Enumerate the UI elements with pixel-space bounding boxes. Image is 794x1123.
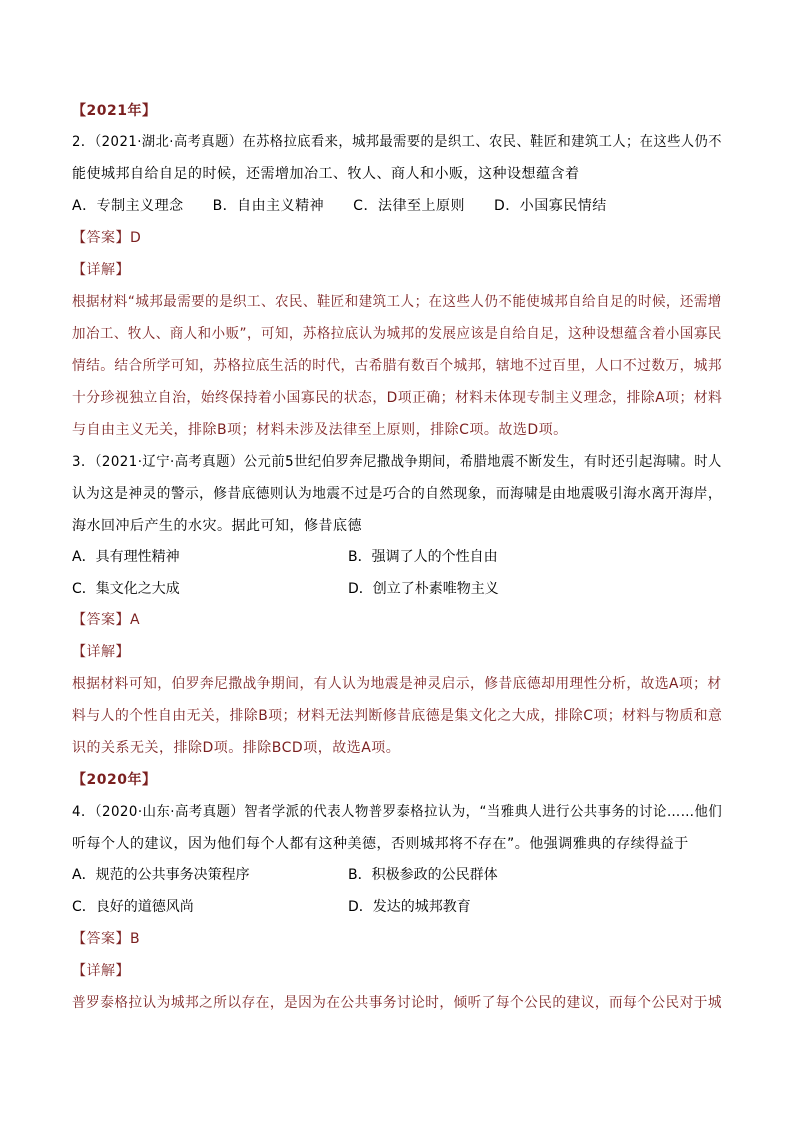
- question-4-option-d: D．发达的城邦教育: [348, 899, 471, 915]
- question-3-option-a: A．具有理性精神: [72, 549, 180, 565]
- section-heading-2021: 【2021年】: [72, 103, 157, 119]
- question-4-option-a: A．规范的公共事务决策程序: [72, 867, 250, 883]
- question-2-detail-line: 情结。结合所学可知，苏格拉底生活的时代，古希腊有数百个城邦，辖地不过百里，人口不过数万，城邦: [72, 358, 722, 374]
- question-2-detail-line: 根据材料“城邦最需要的是织工、农民、鞋匠和建筑工人；在这些人仍不能使城邦自给自足的时候，还需增: [72, 294, 722, 310]
- question-4-option-b: B．积极参政的公民群体: [348, 867, 498, 883]
- question-3-stem-line-3: 海水回冲后产生的水灾。据此可知，修昔底德: [72, 518, 362, 534]
- question-3-answer: 【答案】A: [72, 612, 141, 628]
- question-4-option-c: C．良好的道德风尚: [72, 899, 194, 915]
- question-2-detail-label: 【详解】: [72, 262, 130, 278]
- question-3-stem-line-1: 3．（2021·辽宁·高考真题）公元前5世纪伯罗奔尼撒战争期间，希腊地震不断发生，有时还引起海啸。时人: [72, 454, 722, 470]
- question-4-stem-line-2: 听每个人的建议，因为他们每个人都有这种美德，否则城邦将不存在”。他强调雅典的存续得益于: [72, 836, 689, 852]
- question-2-detail-line: 与自由主义无关，排除B项；材料未涉及法律至上原则，排除C项。故选D项。: [72, 422, 568, 438]
- question-2-stem-line-2: 能使城邦自给自足的时候，还需增加冶工、牧人、商人和小贩，这种设想蕴含着: [72, 166, 580, 182]
- question-4-stem-line-1: 4．（2020·山东·高考真题）智者学派的代表人物普罗泰格拉认为，“当雅典人进行公共事务的讨论……他们: [72, 804, 723, 820]
- question-4-answer: 【答案】B: [72, 931, 141, 947]
- question-3-detail-line: 识的关系无关，排除D项。排除BCD项，故选A项。: [72, 740, 401, 756]
- question-3-option-b: B．强调了人的个性自由: [348, 549, 498, 565]
- section-heading-2020: 【2020年】: [72, 772, 157, 788]
- question-2-options: A．专制主义理念 B．自由主义精神 C．法律至上原则 D．小国寡民情结: [72, 198, 607, 214]
- question-3-detail-line: 根据材料可知，伯罗奔尼撒战争期间，有人认为地震是神灵启示，修昔底德却用理性分析，故选A项；材: [72, 676, 722, 692]
- question-3-option-d: D．创立了朴素唯物主义: [348, 581, 499, 597]
- question-2-answer: 【答案】D: [72, 230, 142, 246]
- question-2-detail-line: 十分珍视独立自治，始终保持着小国寡民的状态，D项正确；材料未体现专制主义理念，排除A项；材料: [72, 390, 723, 406]
- question-3-detail-line: 料与人的个性自由无关，排除B项；材料无法判断修昔底德是集文化之大成，排除C项；材料与物质和意: [72, 708, 723, 724]
- question-4-detail-label: 【详解】: [72, 963, 130, 979]
- question-3-detail-label: 【详解】: [72, 644, 130, 660]
- question-2-detail-line: 加冶工、牧人、商人和小贩”，可知，苏格拉底认为城邦的发展应该是自给自足，这种设想蕴含着小国寡民: [72, 326, 722, 342]
- question-3-option-c: C．集文化之大成: [72, 581, 180, 597]
- question-4-detail-line: 普罗泰格拉认为城邦之所以存在，是因为在公共事务讨论时，倾听了每个公民的建议，而每个公民对于城: [72, 995, 722, 1011]
- question-3-stem-line-2: 认为这是神灵的警示，修昔底德则认为地震不过是巧合的自然现象，而海啸是由地震吸引海水离开海岸，: [72, 486, 722, 502]
- question-2-stem-line-1: 2．（2021·湖北·高考真题）在苏格拉底看来，城邦最需要的是织工、农民、鞋匠和建筑工人；在这些人仍不: [72, 134, 722, 150]
